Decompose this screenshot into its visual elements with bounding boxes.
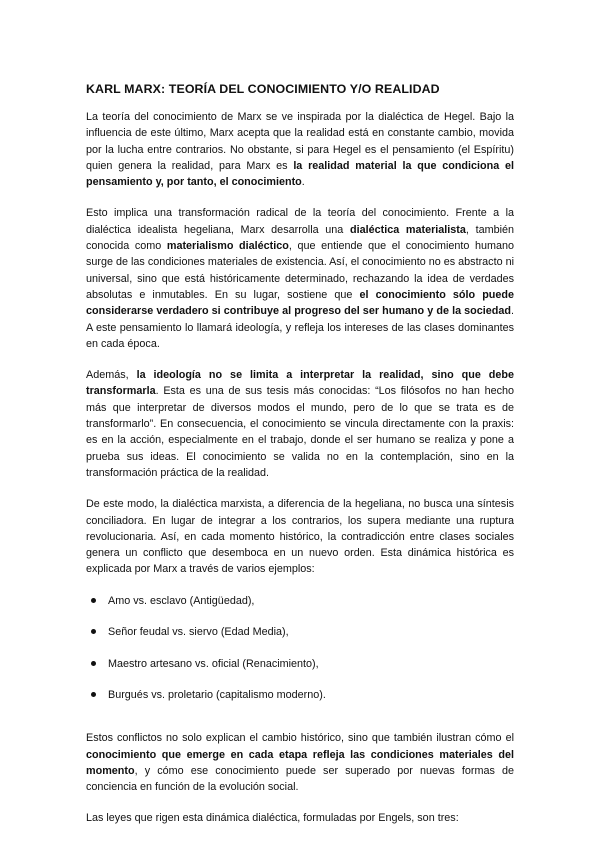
paragraph-engels-laws: Las leyes que rigen esta dinámica dialéctica, formuladas por Engels, son tres: bbox=[86, 812, 459, 825]
paragraph-text: . bbox=[301, 176, 305, 189]
paragraph-ideology-praxis bbox=[86, 367, 514, 481]
bold-phrase: materialismo dialéctico bbox=[166, 240, 289, 253]
document-title: KARL MARX: TEORÍA DEL CONOCIMIENTO Y/O REALIDAD bbox=[86, 82, 440, 96]
list-item: Amo vs. esclavo (Antigüedad), bbox=[86, 593, 514, 609]
bold-phrase: dialéctica materialista bbox=[349, 223, 466, 236]
list-item: Burgués vs. proletario (capitalismo moderno). bbox=[86, 687, 514, 703]
paragraph-conflicts bbox=[86, 730, 514, 795]
paragraph-text: . A este pensamiento lo llamará ideología, y refleja los intereses de las clases dominantes en cada época. bbox=[86, 305, 514, 350]
bold-phrase: conocimiento que emerge en cada etapa refleja las condiciones materiales del momento bbox=[86, 748, 514, 777]
examples-list bbox=[86, 593, 514, 704]
paragraph-text: Esto implica una transformación radical de la teoría del conocimiento. Frente a la dialéctica idealista hegeliana, Marx desarrolla una bbox=[86, 207, 514, 236]
list-item: Señor feudal vs. siervo (Edad Media), bbox=[86, 624, 514, 640]
paragraph-text: , y cómo ese conocimiento puede ser superado por nuevas formas de conciencia en función de la evolución social. bbox=[86, 764, 514, 794]
paragraph-text: . Esta es una de sus tesis más conocidas: “Los filósofos no han hecho más que interpretar de diversos modos el mundo, pero de lo que se trata es de transformarlo”. En consecuencia, el conocimiento se vincula directamente con la praxis: es en la acción, especialmente en el trabajo, donde el ser humano se realiza y pone a prueba sus ideas. El conocimiento se valida no en la contemplación, sino en la transformación práctica de la realidad. bbox=[86, 385, 514, 479]
document-body bbox=[86, 82, 514, 842]
paragraph-text: Estos conflictos no solo explican el cambio histórico, sino que también ilustran cómo el bbox=[86, 732, 514, 745]
bold-phrase: la ideología no se limita a interpretar la realidad, sino que debe transformarla bbox=[86, 369, 515, 398]
bold-phrase: la realidad material la que condiciona el pensamiento y, por tanto, el conocimiento bbox=[86, 159, 514, 189]
paragraph-dialectical-materialism bbox=[86, 205, 514, 352]
bold-phrase: el conocimiento sólo puede considerarse verdadero si contribuye al progreso del ser humano y de la sociedad bbox=[86, 288, 515, 318]
paragraph-hegel-influence bbox=[86, 109, 514, 190]
paragraph-text: , que entiende que el conocimiento humano surge de las condiciones materiales de existencia. Así, el conocimiento no es abstracto ni universal, sino que está históricamente determinado, rechazando la idea de verdades absolutas e inmutables. En su lugar, sostiene que bbox=[86, 240, 515, 301]
paragraph-text: Además, bbox=[86, 369, 137, 382]
list-item: Maestro artesano vs. oficial (Renacimiento), bbox=[86, 656, 514, 672]
paragraph-marxist-dialectic: De este modo, la dialéctica marxista, a diferencia de la hegeliana, no busca una síntesis conciliadora. En lugar de integrar a los contrarios, los supera mediante una ruptura revolucionaria. Así, en cada momento histórico, la contradicción entre clases sociales genera un conflicto que desemboca en un nuevo orden. Esta dinámica histórica es explicada por Marx a través de varios ejemplos: bbox=[86, 498, 514, 576]
paragraph-text: La teoría del conocimiento de Marx se ve inspirada por la dialéctica de Hegel. Bajo la influencia de este último, Marx acepta que la realidad está en constante cambio, movida por la lucha entre contrarios. No obstante, si para Hegel es el pensamiento (el Espíritu) quien genera la realidad, para Marx es bbox=[86, 111, 514, 172]
paragraph-text: , también conocida como bbox=[86, 223, 515, 253]
